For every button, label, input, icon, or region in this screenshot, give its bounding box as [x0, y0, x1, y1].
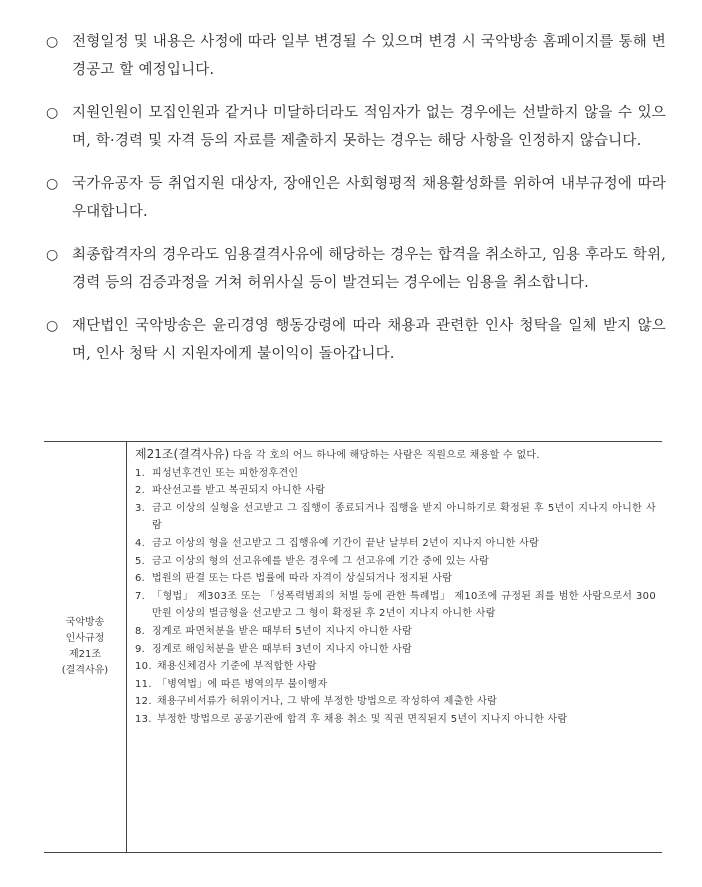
item-text: 채용구비서류가 허위이거나, 그 밖에 부정한 방법으로 작성하여 제출한 사람: [157, 696, 498, 708]
regulation-label-line: 제21조: [68, 649, 102, 660]
disqualification-item: [135, 482, 656, 500]
notice-text: 재단법인 국악방송은 윤리경영 행동강령에 따라 채용과 관련한 인사 청탁을 일체 받지 않으며, 인사 청탁 시 지원자에게 불이익이 돌아갑니다.: [72, 318, 666, 362]
item-text: 징계로 파면처분을 받은 때부터 5년이 지나지 아니한 사람: [152, 625, 413, 637]
item-text: 「형법」 제303조 또는 「성폭력범죄의 처벌 등에 관한 특례법」 제10조에 규정된 죄를 범한 사람으로서 300만원 이상의 벌금형을 선고받고 그 형이 확정된 후 2년이 지나지 아니한 사람: [152, 590, 656, 620]
item-text: 파산선고를 받고 복권되지 아니한 사람: [152, 485, 326, 497]
item-number: 1.: [135, 467, 146, 479]
item-number: 4.: [135, 537, 146, 549]
disqualification-item: [135, 676, 656, 694]
disqualification-item: [135, 623, 656, 641]
item-number: 11.: [135, 678, 152, 690]
notice-list: [46, 28, 666, 383]
article-title: 제21조(결격사유): [135, 447, 230, 461]
notice-item: [46, 241, 666, 297]
disqualification-item: [135, 553, 656, 571]
item-text: 「병역법」에 따른 병역의무 불이행자: [157, 678, 328, 690]
item-text: 피성년후견인 또는 피한정후견인: [152, 467, 299, 479]
item-text: 금고 이상의 형의 선고유예를 받은 경우에 그 선고유예 기간 중에 있는 사람: [152, 555, 490, 567]
disqualification-item: [135, 693, 656, 711]
regulation-label-line: 인사규정: [65, 633, 105, 644]
article-heading: [135, 446, 656, 465]
disqualification-item: [135, 711, 656, 729]
item-text: 채용신체검사 기준에 부적합한 사람: [157, 661, 317, 673]
notice-text: 최종합격자의 경우라도 임용결격사유에 해당하는 경우는 합격을 취소하고, 임용 후라도 학위, 경력 등의 검증과정을 거쳐 허위사실 등이 발견되는 경우에는 임용을 취소합니다.: [72, 247, 666, 291]
item-number: 10.: [135, 661, 152, 673]
bullet-circle-icon: ○: [46, 247, 59, 263]
disqualification-table: [44, 441, 662, 853]
item-number: 3.: [135, 502, 146, 514]
bullet-circle-icon: ○: [46, 176, 59, 192]
disqualification-item: [135, 588, 656, 623]
item-number: 13.: [135, 713, 152, 725]
disqualification-item: [135, 658, 656, 676]
regulation-label-line: (결격사유): [61, 665, 109, 676]
disqualification-item: [135, 500, 656, 535]
regulation-label-line: 국악방송: [65, 617, 105, 628]
notice-text: 지원인원이 모집인원과 같거나 미달하더라도 적임자가 없는 경우에는 선발하지 않을 수 있으며, 학·경력 및 자격 등의 자료를 제출하지 못하는 경우는 해당 사항을 인정하지 않습니다.: [72, 105, 666, 149]
bullet-circle-icon: ○: [46, 34, 59, 50]
notice-text: 전형일정 및 내용은 사정에 따라 일부 변경될 수 있으며 변경 시 국악방송 홈페이지를 통해 변경공고 할 예정입니다.: [72, 34, 666, 78]
regulation-reference-cell: [44, 442, 127, 852]
notice-item: [46, 28, 666, 84]
item-number: 9.: [135, 643, 146, 655]
item-text: 금고 이상의 형을 선고받고 그 집행유예 기간이 끝난 날부터 2년이 지나지 아니한 사람: [152, 537, 540, 549]
item-text: 부정한 방법으로 공공기관에 합격 후 채용 취소 및 직권 면직된지 5년이 지나지 아니한 사람: [157, 713, 568, 725]
item-number: 7.: [135, 590, 146, 602]
disqualification-item: [135, 570, 656, 588]
disqualification-item: [135, 465, 656, 483]
item-text: 징계로 해임처분을 받은 때부터 3년이 지나지 아니한 사람: [152, 643, 413, 655]
notice-item: [46, 99, 666, 155]
item-number: 12.: [135, 696, 152, 708]
disqualification-item: [135, 641, 656, 659]
item-number: 5.: [135, 555, 146, 567]
disqualification-item: [135, 535, 656, 553]
regulation-content-cell: [127, 442, 662, 852]
item-number: 8.: [135, 625, 146, 637]
notice-item: [46, 170, 666, 226]
bullet-circle-icon: ○: [46, 105, 59, 121]
item-text: 금고 이상의 실형을 선고받고 그 집행이 종료되거나 집행을 받지 아니하기로 확정된 후 5년이 지나지 아니한 사람: [152, 502, 656, 532]
bullet-circle-icon: ○: [46, 318, 59, 334]
notice-item: [46, 312, 666, 368]
notice-text: 국가유공자 등 취업지원 대상자, 장애인은 사회형평적 채용활성화를 위하여 내부규정에 따라 우대합니다.: [72, 176, 666, 220]
article-description: 다음 각 호의 어느 하나에 해당하는 사람은 직원으로 채용할 수 없다.: [229, 450, 540, 461]
item-text: 법원의 판결 또는 다른 법률에 따라 자격이 상실되거나 정지된 사람: [152, 573, 453, 585]
item-number: 6.: [135, 573, 146, 585]
item-number: 2.: [135, 485, 146, 497]
